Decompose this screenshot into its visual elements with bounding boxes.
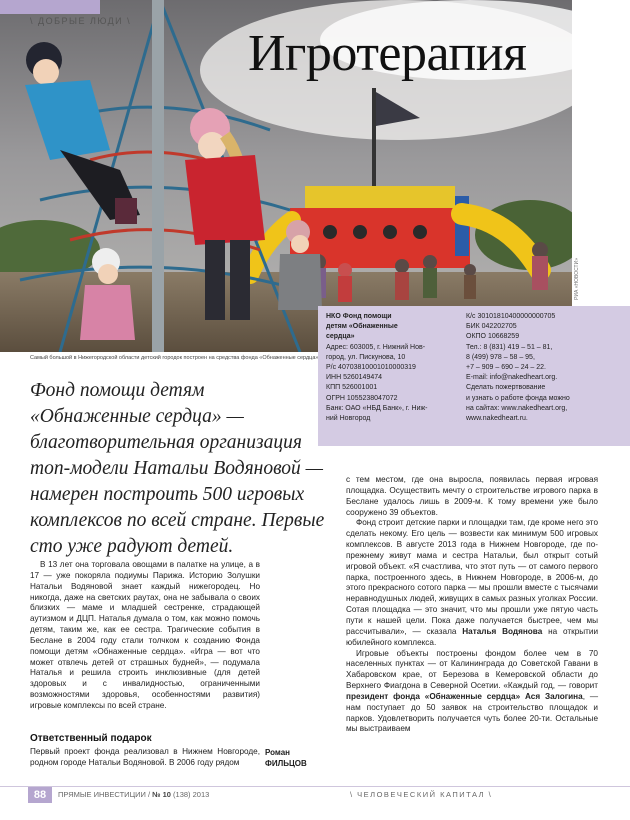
fund-detail-line: 8 (499) 978 – 58 – 95, (466, 353, 535, 361)
col2-paragraph-3: Игровые объекты построены фондом более чем в 70 населенных пунктах — от Калининграда до Советской Гавани в Хабаровском крае, от Березова в Кемеровской области до Верхнего Фиагдона в Северной Осетии. «Каждый год, — говорит (346, 648, 598, 691)
fund-detail-line: Банк: ОАО «НБД Банк», г. Ниж- (326, 404, 428, 412)
footer-section-label: \ ЧЕЛОВЕЧЕСКИЙ КАПИТАЛ \ (350, 790, 493, 799)
section-tab (0, 0, 100, 14)
fund-detail-line: www.nakedheart.ru. (466, 415, 528, 423)
col2-paragraph-1: с тем местом, где она выросла, появилась первая игровая площадка. Осуществить мечту о строительстве игрового парка в Беслане удалось лишь в 2009-м. К тому времени уже было сооружено 39 объектов. (346, 475, 598, 517)
publication-info (58, 790, 209, 799)
fund-detail-line: НКО Фонд помощи (326, 313, 392, 320)
fund-detail-line: Адрес: 603005, г. Нижний Нов- (326, 343, 426, 351)
col2-paragraph-3-end: , — нам поступает до 50 заявок на строительство площадок и парков. Удовлетворить получается чуть более 20-ти. Остальные мы выстраиваем (346, 691, 599, 734)
fund-detail-line: К/с 30101810400000000705 (466, 313, 556, 320)
fund-detail-line: на сайтах: www.nakedheart.org, (466, 404, 568, 412)
fund-detail-line: детям «Обнаженные (326, 323, 398, 331)
fund-detail-line: Сделать пожертвование (466, 384, 546, 392)
fund-detail-line: БИК 042202705 (466, 323, 517, 331)
col1-paragraph-2: Первый проект фонда реализовал в Нижнем Новгороде, родном городе Натальи Водяновой. В 2006 году рядом (30, 747, 260, 767)
article-title: Игротерапия (248, 25, 527, 82)
footer-divider (0, 786, 630, 787)
fund-detail-line: ИНН 5260149474 (326, 374, 383, 382)
author-byline (265, 747, 307, 769)
section-label: \ ДОБРЫЕ ЛЮДИ \ (30, 16, 132, 26)
fund-detail-line: сердца» (326, 333, 355, 341)
fund-detail-line: ОКПО 10668259 (466, 333, 520, 341)
issue-number: № 10 (152, 790, 171, 799)
fund-detail-line: ОГРН 1055238047072 (326, 394, 398, 402)
fund-detail-line: город, ул. Пискунова, 10 (326, 353, 406, 361)
article-lead: Фонд помощи детям «Обнаженные сердца» — благотворительная организация топ-модели Натальи Водяновой — намерен построить 500 игровых комплексов по всей стране. Первые сто уже радуют детей. (30, 380, 325, 557)
photo-caption: Самый большой в Нижегородской области детский городок построен на средства фонда «Обнаженные сердца» (30, 355, 319, 361)
fund-detail-line: Р/с 40703810001010000319 (326, 364, 416, 372)
quote-speaker: Наталья Водянова (462, 626, 543, 636)
fund-president: президент фонда «Обнаженные сердца» Ася Залогина (346, 691, 583, 701)
author-last-name: ФИЛЬЦОВ (265, 759, 307, 768)
fund-detail-line: +7 – 909 – 690 – 24 – 22. (466, 364, 546, 372)
col2-paragraph-2-end: на открытии юбилейного комплекса. (346, 626, 599, 647)
col1-paragraph: В 13 лет она торговала овощами в палатке на улице, а в 17 — уже покоряла подиумы Парижа. Историю Золушки Натальи Водяновой знает каждый нижегородец. Но никогда, даже на светских раутах, она не забывала о своих близких — маме и младшей сестренке, страдающей аутизмом и ДЦП. Наталья думала о том, как можно помочь детям, таким же, как ее сестра. Трагические события в Беслане в 2004 году стали толчком к созданию Фонда помощи детям «Обнаженные сердца». «Игра — вот что может отвлечь детей от страшных будней», — подумала Наталья и решила строить инклюзивные (для детей здоровых и с инвалидностью, ограниченными возможностями здоровья, особенностями развития) игровые комплексы по всей стране. (30, 560, 260, 710)
photo-credit: РИА «НОВОСТИ» (574, 258, 580, 300)
page-number: 88 (28, 787, 52, 803)
issue-year: (138) 2013 (170, 790, 210, 799)
fund-details-right (466, 312, 630, 424)
col2-paragraph-2: Фонд строит детские парки и площадки там, где кроме него это сделать некому. Его цель — возвести как минимум 500 игровых комплексов. В августе 2013 года в Нижнем Новгороде, где по-прежнему живут мама и сестра Натальи, был открыт сотый игровой объект. «Я счастлива, что этот путь — от самого первого парка, построенного здесь, в Нижнем Новгороде, в 2006-м, до этого прекрасного сотого парка — мы прошли вместе с тысячами неравнодушных людей, живущих в самых разных уголках России. Сотая площадка — это значит, что мы прошли уже пятую часть пути к нашей цели. Пока даже получается быстрее, чем мы рассчитывали», — сказала (346, 518, 598, 636)
column-2 (346, 475, 598, 735)
fund-detail-line: ний Новгород (326, 415, 371, 423)
fund-detail-line: E-mail: info@nakedheart.org. (466, 374, 558, 382)
fund-detail-line: и узнать о работе фонда можно (466, 394, 570, 402)
subheading: Ответственный подарок (30, 733, 152, 744)
column-1 (30, 560, 260, 712)
fund-detail-line: КПП 526001001 (326, 384, 378, 392)
fund-details-left (326, 312, 472, 424)
author-first-name: Роман (265, 748, 291, 757)
publication-name: ПРЯМЫЕ ИНВЕСТИЦИИ / (58, 790, 153, 799)
fund-detail-line: Тел.: 8 (831) 419 – 51 – 81, (466, 343, 553, 351)
column-1-continued (30, 747, 260, 769)
